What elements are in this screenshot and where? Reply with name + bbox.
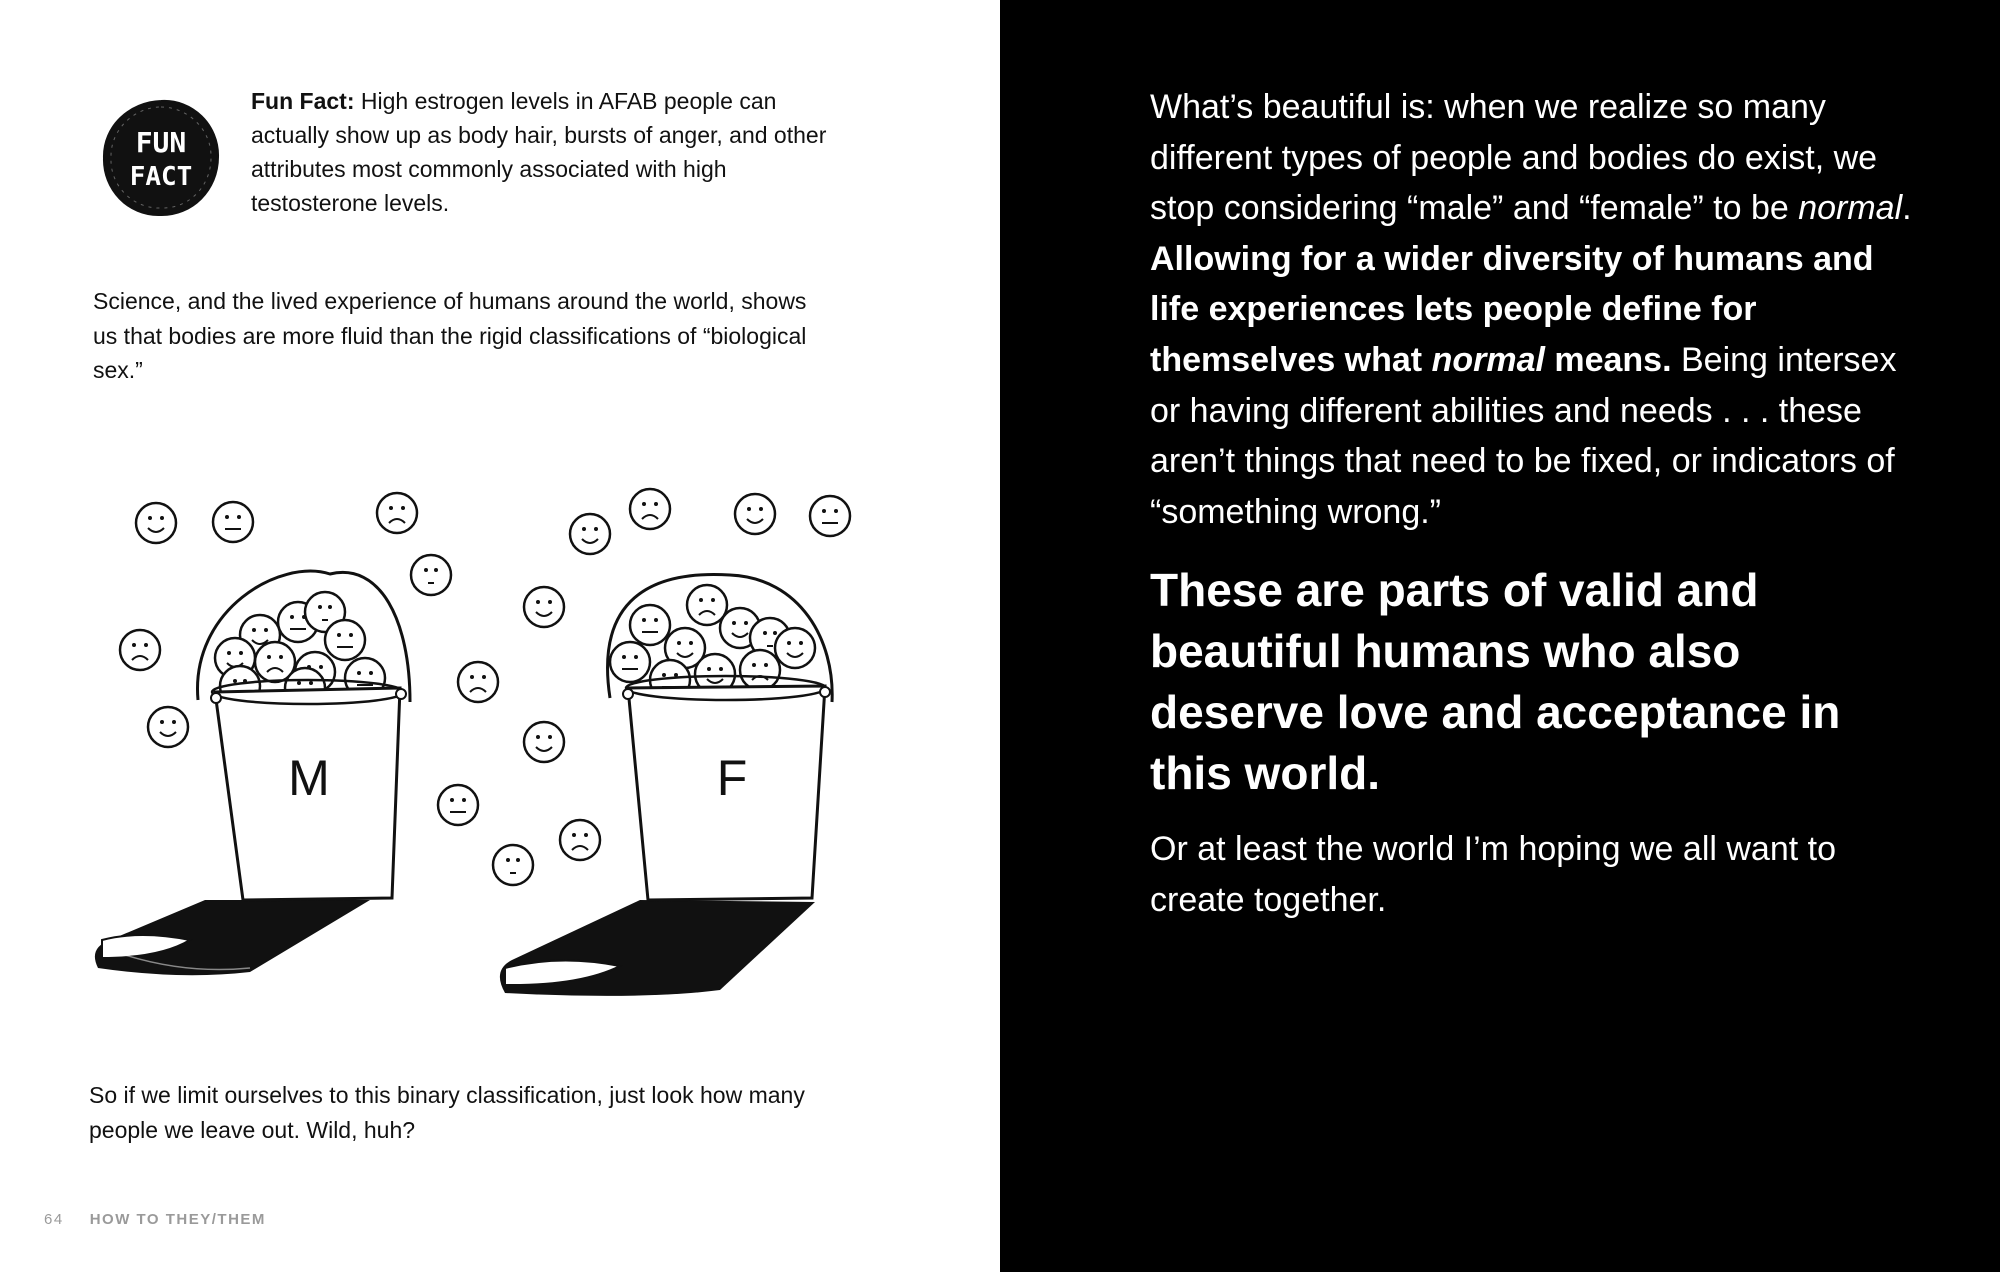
diversity-bold: Allowing for a wider diversity of humans and life experiences lets people define for themselves what bbox=[1150, 239, 1874, 379]
right-bucket-shadow bbox=[500, 900, 815, 996]
closing-paragraph: Or at least the world I’m hoping we all want to create together. bbox=[1150, 830, 1836, 919]
beauty-text-1: What’s beautiful is: when we realize so many different types of people and bodies do exist, we stop considering “male” and “female” to be bbox=[1150, 88, 1878, 228]
normal-bold-italic: normal bbox=[1431, 340, 1545, 379]
book-title: HOW TO THEY/THEM bbox=[89, 1211, 266, 1228]
beauty-paragraph bbox=[1150, 82, 1930, 537]
buckets-illustration bbox=[80, 470, 880, 1010]
normal-italic: normal bbox=[1798, 189, 1903, 228]
right-page bbox=[1000, 0, 2000, 1272]
science-paragraph: Science, and the lived experience of humans around the world, shows us that bodies are more fluid than the rigid classifications of “biological sex.” bbox=[93, 288, 807, 383]
left-bucket-label: M bbox=[288, 750, 330, 806]
fun-fact-badge-icon bbox=[100, 97, 222, 219]
badge-line2: FACT bbox=[129, 162, 193, 192]
page-footer bbox=[44, 1211, 266, 1228]
badge-line1: FUN bbox=[135, 126, 187, 159]
beauty-text-3: . bbox=[1902, 189, 1912, 228]
right-bucket-label: F bbox=[716, 750, 748, 806]
binary-paragraph: So if we limit ourselves to this binary classification, just look how many people we leave out. Wild, huh? bbox=[89, 1082, 805, 1143]
beauty-text-7: Being intersex or having different abilities and needs . . . these aren’t things that need to be fixed, or indicators of “something wrong.” bbox=[1150, 340, 1897, 531]
big-statement: These are parts of valid and beautiful humans who also deserve love and acceptance in this world. bbox=[1150, 564, 1841, 799]
fun-fact-body: High estrogen levels in AFAB people can actually show up as body hair, bursts of anger, and other attributes most commonly associated with high testosterone levels. bbox=[251, 88, 827, 216]
page-number: 64 bbox=[44, 1211, 64, 1228]
left-bucket-shadow bbox=[95, 900, 370, 975]
fun-fact-text bbox=[251, 84, 851, 220]
means-bold: means. bbox=[1544, 340, 1672, 379]
fun-fact-label: Fun Fact: bbox=[251, 88, 355, 114]
